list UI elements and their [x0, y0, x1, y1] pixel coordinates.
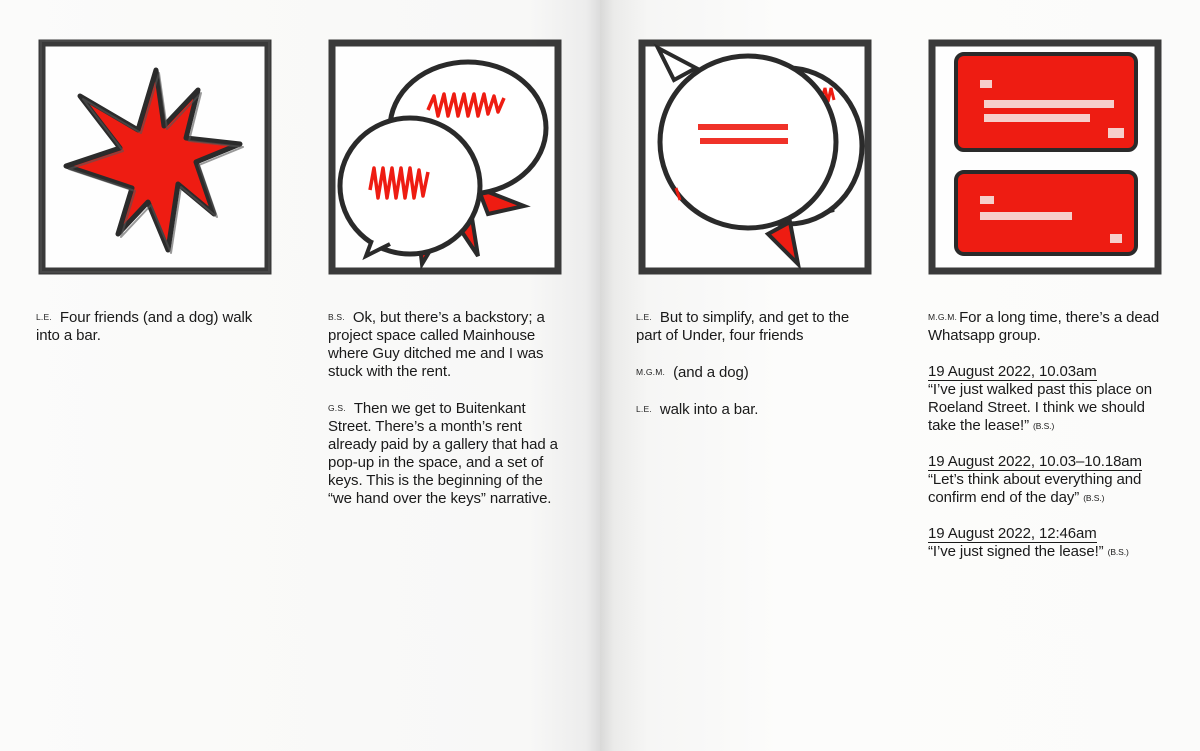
dialogue-text: Ok, but there’s a backstory; a project space called Mainhouse where Guy ditched me and I was stuck with the rent.	[328, 309, 545, 380]
message-date: 19 August 2022, 10.03am	[928, 363, 1097, 380]
message-date: 19 August 2022, 10.03–10.18am	[928, 453, 1142, 470]
left-column-1	[36, 308, 276, 363]
message-cards-icon	[928, 38, 1162, 276]
whatsapp-message	[928, 525, 1164, 561]
book-gutter	[586, 0, 614, 751]
dialogue-text: For a long time, there’s a dead Whatsapp group.	[928, 309, 1160, 344]
message-source: (B.S.)	[1107, 547, 1129, 557]
explosion-panel	[38, 38, 272, 276]
dialogue-paragraph	[328, 399, 568, 508]
right-column-2	[928, 308, 1164, 579]
message-date: 19 August 2022, 12:46am	[928, 525, 1097, 542]
message-text: “I’ve just walked past this place on Roeland Street. I think we should take the lease!”	[928, 381, 1153, 434]
speaker-label: M.G.M.	[928, 312, 958, 322]
whatsapp-message	[928, 363, 1164, 435]
speaker-label: G.S.	[328, 403, 346, 413]
left-column-2	[328, 308, 568, 526]
equals-bubbles-panel	[638, 38, 872, 276]
message-cards-panel	[928, 38, 1162, 276]
scribble-speech-bubbles-icon	[328, 38, 562, 276]
dialogue-paragraph	[636, 400, 876, 419]
message-text: “I’ve just signed the lease!”	[928, 543, 1104, 560]
dialogue-paragraph	[328, 308, 568, 381]
dialogue-text: Four friends (and a dog) walk into a bar.	[36, 309, 253, 344]
equals-speech-bubbles-icon	[638, 38, 872, 276]
whatsapp-message	[928, 453, 1164, 507]
dialogue-paragraph	[928, 308, 1164, 345]
dialogue-paragraph	[36, 308, 276, 345]
right-column-1	[636, 308, 876, 437]
dialogue-paragraph	[636, 308, 876, 345]
dialogue-text: But to simplify, and get to the part of Under, four friends	[636, 309, 850, 344]
message-source: (B.S.)	[1033, 421, 1055, 431]
explosion-icon	[38, 38, 272, 276]
speaker-label: L.E.	[36, 312, 52, 322]
scribble-bubbles-panel	[328, 38, 562, 276]
message-source: (B.S.)	[1083, 493, 1105, 503]
speaker-label: L.E.	[636, 312, 652, 322]
speaker-label: B.S.	[328, 312, 345, 322]
dialogue-paragraph	[636, 363, 876, 382]
speaker-label: M.G.M.	[636, 367, 666, 377]
dialogue-text: (and a dog)	[673, 364, 749, 381]
speaker-label: L.E.	[636, 404, 652, 414]
message-text: “Let’s think about everything and confirm end of the day”	[928, 471, 1142, 506]
dialogue-text: Then we get to Buitenkant Street. There’s a month’s rent already paid by a gallery that had a pop-up in the space, and a set of keys. This is the beginning of the “we hand over the keys” narrative.	[328, 400, 558, 507]
dialogue-text: walk into a bar.	[659, 401, 759, 418]
